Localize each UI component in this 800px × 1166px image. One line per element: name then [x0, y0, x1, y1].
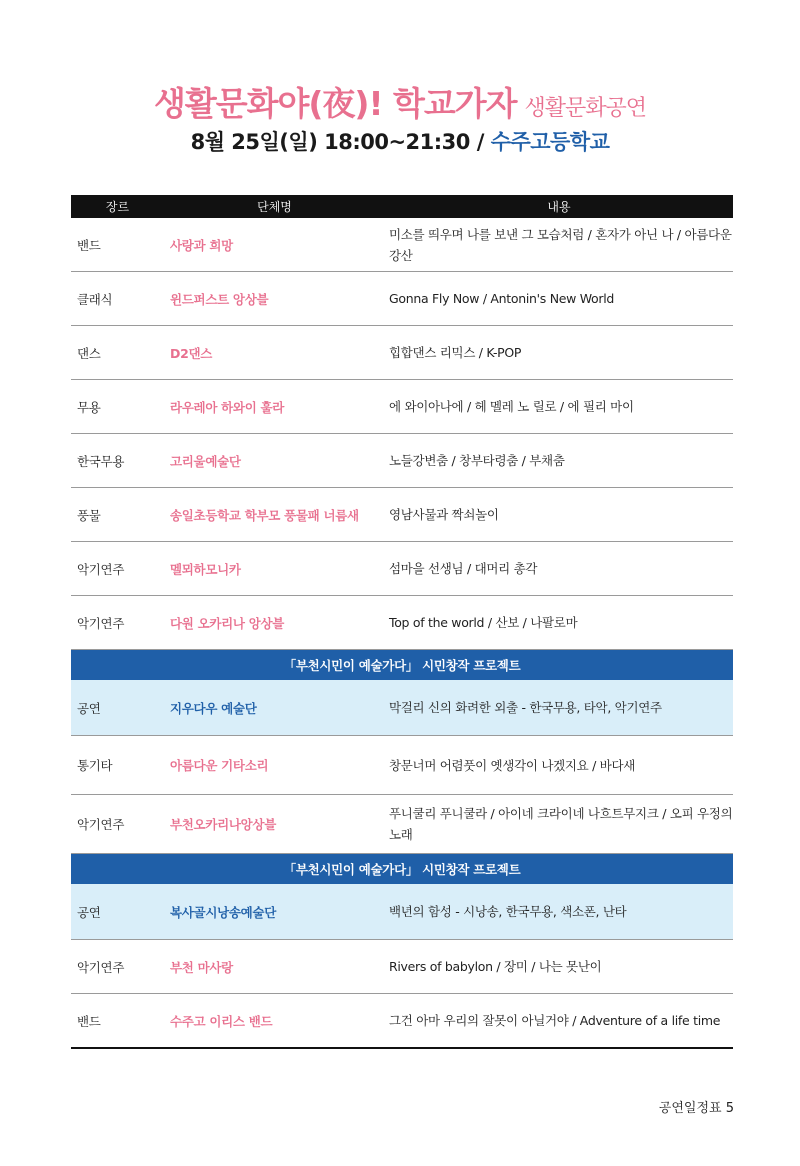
table-row [71, 218, 733, 272]
cell-content: 미소를 띄우며 나를 보낸 그 모습처럼 / 혼자가 아닌 나 / 아름다운 강산 [385, 218, 733, 272]
footer-label: 공연일정표 [658, 1101, 722, 1116]
table-row [71, 542, 733, 596]
cell-genre: 밴드 [71, 218, 164, 272]
table-row [71, 488, 733, 542]
section-banner-label: 「부천시민이 예술가다」 시민창작 프로젝트 [71, 854, 733, 885]
table-row [71, 994, 733, 1049]
cell-genre: 공연 [71, 884, 164, 940]
featured-row [71, 680, 733, 736]
table-header-row [71, 195, 733, 218]
cell-group: 멜뫼하모니카 [164, 542, 385, 596]
cell-genre: 악기연주 [71, 542, 164, 596]
cell-group: 복사골시낭송예술단 [164, 884, 385, 940]
cell-group: 부천오카리나앙상블 [164, 795, 385, 854]
cell-genre: 통기타 [71, 736, 164, 795]
cell-group: 수주고 이리스 밴드 [164, 994, 385, 1049]
cell-group: 라우레아 하와이 훌라 [164, 380, 385, 434]
event-date-time: 8월 25일(일) 18:00~21:30 / [190, 130, 484, 154]
column-header-content: 내용 [385, 195, 733, 218]
cell-content: 창문너머 어렴풋이 옛생각이 나겠지요 / 바다새 [385, 736, 733, 795]
table-row [71, 380, 733, 434]
event-subtitle: 생활문화공연 [524, 96, 647, 121]
cell-group: 지우다우 예술단 [164, 680, 385, 736]
table-row [71, 272, 733, 326]
section-banner [71, 854, 733, 885]
cell-group: 아름다운 기타소리 [164, 736, 385, 795]
page-footer [659, 1097, 734, 1116]
cell-content: 힙합댄스 리믹스 / K-POP [385, 326, 733, 380]
cell-genre: 공연 [71, 680, 164, 736]
cell-group: 부천 마사랑 [164, 940, 385, 994]
table-row [71, 434, 733, 488]
table-row [71, 736, 733, 795]
column-header-genre: 장르 [71, 195, 164, 218]
cell-group: 사랑과 희망 [164, 218, 385, 272]
cell-group: 송일초등학교 학부모 풍물패 너름새 [164, 488, 385, 542]
cell-content: Gonna Fly Now / Antonin's New World [385, 272, 733, 326]
cell-content: Top of the world / 산보 / 나팔로마 [385, 596, 733, 650]
page-number: 5 [725, 1101, 734, 1116]
table-row [71, 326, 733, 380]
section-banner [71, 650, 733, 681]
cell-content: 그건 아마 우리의 잘못이 아닐거야 / Adventure of a life time [385, 994, 733, 1049]
cell-genre: 한국무용 [71, 434, 164, 488]
section-banner-label: 「부천시민이 예술가다」 시민창작 프로젝트 [71, 650, 733, 681]
cell-genre: 밴드 [71, 994, 164, 1049]
table-row [71, 795, 733, 854]
cell-group: 윈드퍼스트 앙상블 [164, 272, 385, 326]
table-row [71, 940, 733, 994]
event-date-line [0, 126, 800, 156]
event-venue: 수주고등학교 [490, 130, 610, 154]
column-header-group: 단체명 [164, 195, 385, 218]
event-title: 생활문화야(夜)! 학교가자 [153, 84, 517, 123]
cell-content: 백년의 함성 - 시낭송, 한국무용, 색소폰, 난타 [385, 884, 733, 940]
featured-row [71, 884, 733, 940]
schedule-table [71, 195, 733, 1049]
cell-genre: 댄스 [71, 326, 164, 380]
cell-content: Rivers of babylon / 장미 / 나는 못난이 [385, 940, 733, 994]
cell-content: 푸니쿨리 푸니쿨라 / 아이네 크라이네 나흐트무지크 / 오피 우정의 노래 [385, 795, 733, 854]
cell-content: 노들강변춤 / 창부타령춤 / 부채춤 [385, 434, 733, 488]
cell-genre: 악기연주 [71, 596, 164, 650]
cell-content: 막걸리 신의 화려한 외출 - 한국무용, 타악, 악기연주 [385, 680, 733, 736]
cell-genre: 클래식 [71, 272, 164, 326]
cell-genre: 악기연주 [71, 795, 164, 854]
page-title [0, 78, 800, 125]
cell-group: 고리울예술단 [164, 434, 385, 488]
cell-genre: 악기연주 [71, 940, 164, 994]
table-row [71, 596, 733, 650]
cell-content: 섬마을 선생님 / 대머리 총각 [385, 542, 733, 596]
cell-genre: 풍물 [71, 488, 164, 542]
cell-group: D2댄스 [164, 326, 385, 380]
cell-genre: 무용 [71, 380, 164, 434]
cell-group: 다원 오카리나 앙상블 [164, 596, 385, 650]
cell-content: 에 와이아나에 / 헤 멜레 노 릴로 / 에 필리 마이 [385, 380, 733, 434]
cell-content: 영남사물과 짝쇠놀이 [385, 488, 733, 542]
